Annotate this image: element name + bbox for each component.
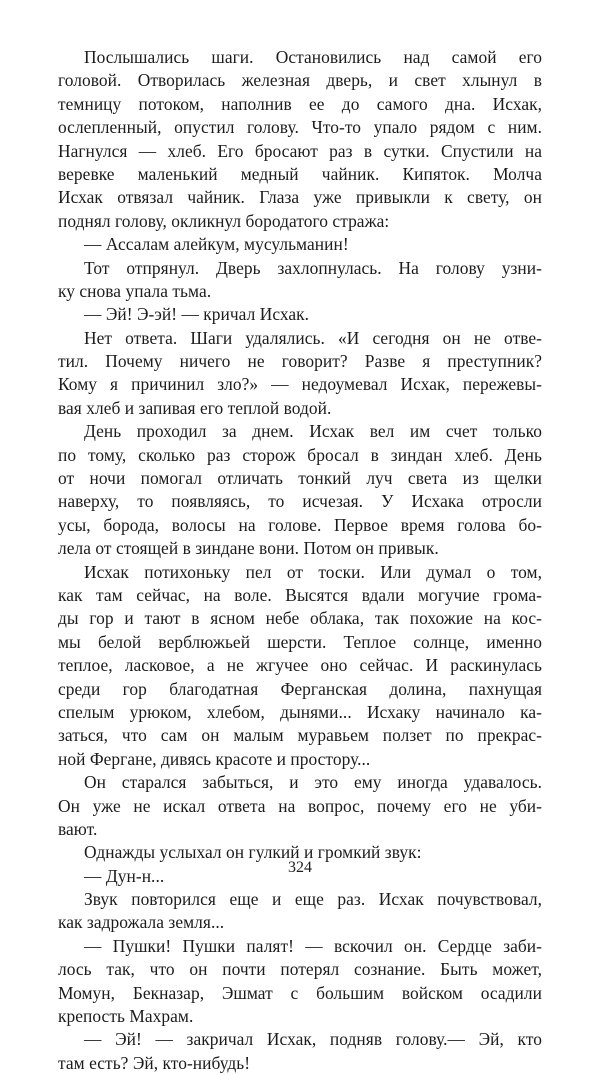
text-line: поднял голову, окликнул бородатого стража: [58, 210, 390, 231]
text-line: как там сейчас, на воле. Высятся вдали могучие грома- [58, 584, 542, 605]
text-line: — Дун-н... [84, 865, 165, 886]
text-line: спелым урюком, хлебом, дынями... Исхаку начинало ка- [58, 701, 542, 722]
text-line: теплое, ласковое, а не жгучее оно сейчас. И раскинулась [58, 655, 542, 676]
text-line: ной Фергане, дивясь красоте и простору... [58, 748, 371, 769]
text-line: от ночи помогал отличать тонкий луч света из щелки [58, 468, 542, 489]
text-line: наверху, то появляясь, то исчезая. У Исхака отросли [58, 491, 542, 512]
body-text [58, 46, 542, 1075]
text-line: — Эй! Э-эй! — кричал Исхак. [84, 304, 310, 325]
text-line: Момун, Бекназар, Эшмат с большим войском осадили [58, 982, 542, 1003]
text-line: ку снова упала тьма. [58, 280, 212, 301]
text-line: по тому, сколько раз сторож бросал в зиндан хлеб. День [58, 444, 542, 465]
text-line: — Эй! — закричал Исхак, подняв голову.— Эй, кто [84, 1029, 542, 1050]
text-line: Послышались шаги. Остановились над самой его [84, 47, 542, 67]
text-line: среди гор благодатная Ферганская долина, пахнущая [58, 678, 542, 699]
text-line: веревке маленький медный чайник. Кипяток. Молча [58, 163, 542, 184]
text-line: вая хлеб и запивая его теплой водой. [58, 397, 332, 418]
text-line: Однажды услыхал он гулкий и громкий звук: [84, 842, 422, 863]
text-line: Нет ответа. Шаги удалялись. «И сегодня он не отве- [84, 327, 542, 348]
text-line: усы, борода, волосы на голове. Первое время голова бо- [58, 514, 542, 535]
page-number: 324 [288, 859, 312, 876]
text-line: там есть? Эй, кто-нибудь! [58, 1052, 251, 1073]
text-line: вают. [58, 818, 98, 839]
text-line: Нагнулся — хлеб. Его бросают раз в сутки. Спустили на [58, 140, 542, 161]
text-line: лела от стоящей в зиндане вони. Потом он привык. [58, 538, 439, 559]
text-line: лось так, что он почти потерял сознание. Быть может, [58, 959, 542, 980]
text-line: — Ассалам алейкум, мусульманин! [84, 234, 349, 255]
text-line: тил. Почему ничего не говорит? Разве я преступник? [58, 351, 542, 372]
text-line: Кому я причинил зло?» — недоумевал Исхак, пережевы- [58, 374, 542, 395]
text-line: Тот отпрянул. Дверь захлопнулась. На голову узни- [84, 257, 542, 278]
text-line: — Пушки! Пушки палят! — вскочил он. Сердце заби- [84, 935, 542, 956]
text-line: мы белой верблюжьей шерсти. Теплое солнце, именно [58, 631, 542, 652]
text-line: как задрожала земля... [58, 912, 225, 933]
text-line: головой. Отворилась железная дверь, и свет хлынул в [58, 70, 542, 91]
text-line: ослепленный, опустил голову. Что-то упало рядом с ним. [58, 117, 542, 138]
text-line: ды гор и тают в ясном небе облака, так похожие на кос- [58, 608, 542, 629]
text-line: День проходил за днем. Исхак вел им счет только [84, 421, 542, 442]
text-line: Он старался забыться, и это ему иногда удавалось. [84, 772, 542, 793]
text-line: темницу потоком, наполнив ее до самого дна. Исхак, [58, 93, 542, 114]
text-line: Он уже не искал ответа на вопрос, почему его не уби- [58, 795, 542, 816]
text-line: заться, что сам он малым муравьем ползет по прекрас- [58, 725, 542, 746]
text-line: Исхак отвязал чайник. Глаза уже привыкли к свету, он [58, 187, 542, 208]
text-line: Звук повторился еще и еще раз. Исхак почувствовал, [84, 889, 542, 910]
text-line: Исхак потихоньку пел от тоски. Или думал о том, [84, 561, 542, 582]
text-line: крепость Махрам. [58, 1006, 194, 1027]
